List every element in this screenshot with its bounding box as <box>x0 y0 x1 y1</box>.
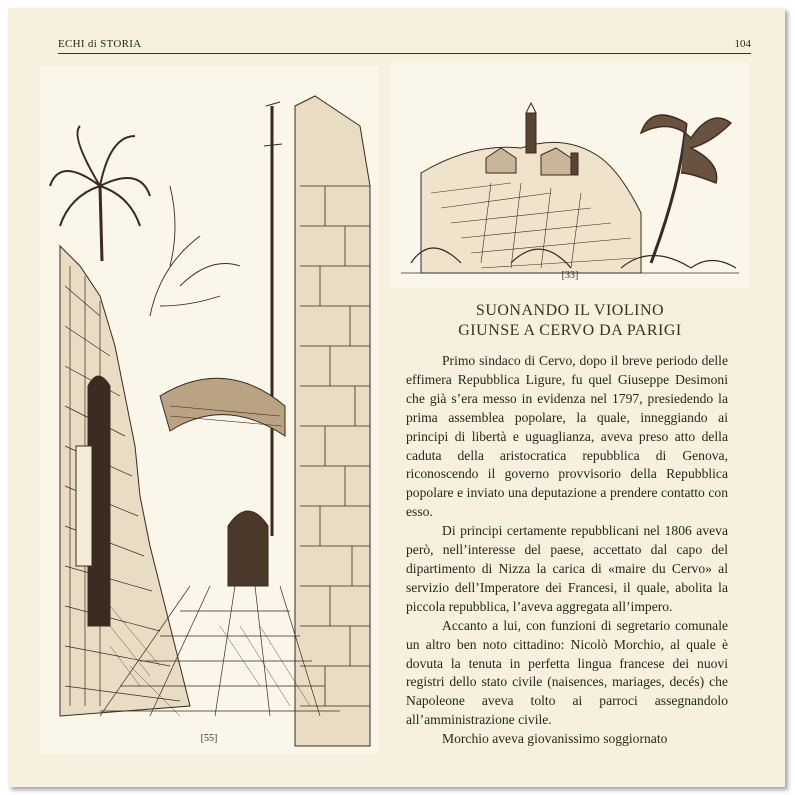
book-page <box>8 8 785 787</box>
running-header-title: ECHI di STORIA <box>58 38 142 50</box>
article-paragraph: Primo sindaco di Cervo, dopo il breve periodo delle effimera Repubblica Ligure, fu quel Giuseppe Desimoni che già s’era messo in evidenza nel 1797, presiedendo la prima assemblea popolare, la quale, inneggiando ai principi di libertà e uguaglianza, aveva preso atto della caduta della aristocratica repubblica di Genova, riconoscendo il governo provvisorio della Repubblica popolare e inviato una deputazione a prendere contatto con esso. <box>406 353 728 520</box>
article-title-line-1: SUONANDO IL VIOLINO <box>475 302 665 319</box>
illustration-village <box>391 63 749 288</box>
article-paragraph: Accanto a lui, con funzioni di segretario comunale un altro ben noto cittadino: Nicolò Morchio, al quale è dovuta la tenuta in perfetta lingua francese dei nuovi registri dello stato civile (naisences, mariages, decés) che Napoleone aveva tolto ai parroci assegnandolo all’amministrazione civile. <box>406 617 728 728</box>
figure-caption-right: [33] <box>561 270 579 281</box>
article-paragraph: Di principi certamente repubblicani nel 1806 aveva però, nell’interesse del paese, accettato dal capo del dipartimento di Nizza la carica di «maire du Cervo» al servizio dell’Imperatore dei Francesi, il quale, abolita la piccola repubblica, l’aveva aggregata all’impero. <box>406 523 728 614</box>
article-title-line-2: GIUNSE A CERVO DA PARIGI <box>458 322 682 339</box>
alley-drawing <box>40 66 378 754</box>
article-paragraph: Morchio aveva giovanissimo soggiornato <box>442 731 668 747</box>
village-drawing <box>391 63 749 288</box>
illustration-alley <box>40 66 378 754</box>
page-number: 104 <box>734 38 751 50</box>
article-body <box>406 352 728 749</box>
header-rule <box>58 53 751 54</box>
figure-caption-left: [55] <box>200 733 218 744</box>
